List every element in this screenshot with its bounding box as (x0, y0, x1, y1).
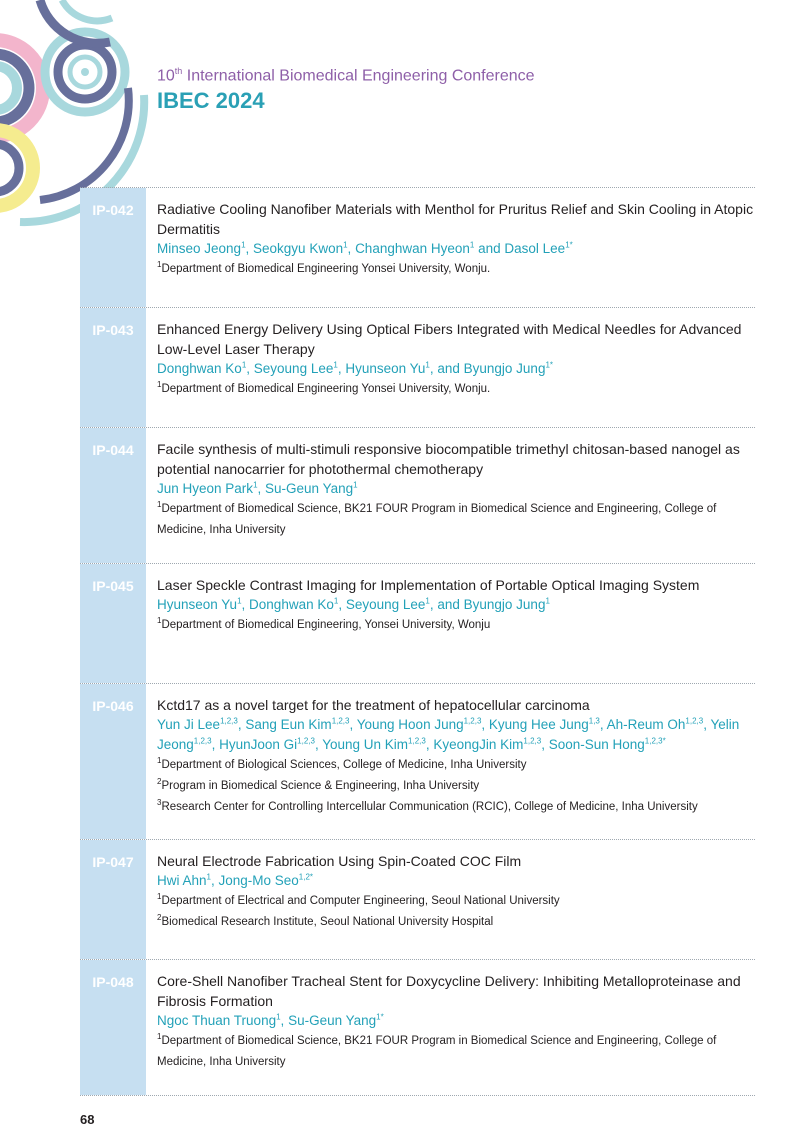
author-list (157, 359, 755, 379)
affiliation-text: Biomedical Research Institute, Seoul National University Hospital (161, 916, 494, 928)
author-name: Minseo Jeong (157, 241, 242, 256)
affiliation (157, 891, 755, 912)
author-name: Donghwan Ko (157, 361, 242, 376)
author-affiliation-mark: 1,2,3 (193, 736, 212, 746)
abstract-title: Kctd17 as a novel target for the treatment of hepatocellular carcinoma (157, 697, 590, 713)
author-affiliation-mark: 1,2,3* (644, 736, 666, 746)
author-separator: , (237, 717, 246, 732)
author-name: Soon-Sun Hong (548, 737, 645, 752)
author-affiliation-mark: 1 (333, 596, 339, 606)
affiliation-mark: 1 (157, 500, 162, 510)
author-separator: , (245, 241, 254, 256)
affiliation-mark: 1 (157, 260, 162, 270)
author-name: KyeongJin Kim (433, 737, 524, 752)
author-separator: , (280, 1013, 289, 1028)
abstract-title: Facile synthesis of multi-stimuli responsive biocompatible trimethyl chitosan-based nanogel as potential nanocarrier for photothermal chemotherapy (157, 441, 740, 477)
author-affiliation-mark: 1 (253, 480, 258, 490)
affiliation-mark: 1 (157, 380, 162, 390)
author-name: Seyoung Lee (253, 361, 334, 376)
conference-title (157, 66, 535, 85)
conference-name: International Biomedical Engineering Conference (186, 67, 535, 85)
author-name: Jong-Mo Seo (218, 873, 299, 888)
abstract-entry (80, 187, 755, 307)
author-separator: and (474, 241, 505, 256)
abstract-body (146, 684, 755, 839)
author-affiliation-mark: 1,2* (298, 872, 314, 882)
author-list (157, 1011, 755, 1031)
author-name: Donghwan Ko (249, 597, 334, 612)
author-separator: , and (429, 361, 464, 376)
author-affiliation-mark: 1,2,3 (297, 736, 315, 746)
abstract-body (146, 840, 755, 959)
abstract-title: Radiative Cooling Nanofiber Materials with Menthol for Pruritus Relief and Skin Cooling in Atopic Dermatitis (157, 201, 754, 237)
abstract-body (146, 308, 755, 427)
affiliation-mark: 1 (157, 756, 162, 766)
affiliation-text: Department of Electrical and Computer Engineering, Seoul National University (161, 895, 560, 907)
author-name: Changhwan Hyeon (355, 241, 470, 256)
abstract-code: IP-044 (80, 428, 146, 563)
author-affiliation-mark: 1,2,3 (331, 716, 350, 726)
author-name: Dasol Lee (504, 241, 566, 256)
author-name: Yun Ji Lee (157, 717, 221, 732)
author-affiliation-mark: 1 (333, 360, 338, 370)
author-separator: , (481, 717, 489, 732)
abstract-title: Neural Electrode Fabrication Using Spin-Coated COC Film (157, 853, 522, 869)
abstract-entry (80, 683, 755, 839)
author-separator: , (314, 737, 323, 752)
affiliation (157, 1031, 755, 1073)
author-affiliation-mark: 1 (206, 872, 211, 882)
author-list (157, 239, 755, 259)
abstract-title: Core-Shell Nanofiber Tracheal Stent for Doxycycline Delivery: Inhibiting Metalloproteinase and Fibrosis Formation (157, 973, 741, 1009)
author-separator: , (241, 597, 250, 612)
author-affiliation-mark: 1 (425, 360, 430, 370)
abstract-title: Laser Speckle Contrast Imaging for Implementation of Portable Optical Imaging System (157, 577, 700, 593)
author-separator: , (541, 737, 549, 752)
author-affiliation-mark: 1,2,3 (463, 716, 482, 726)
author-affiliation-mark: 1* (565, 240, 573, 250)
author-list (157, 479, 755, 499)
page-number: 68 (80, 1112, 95, 1127)
author-affiliation-mark: 1,3 (588, 716, 600, 726)
author-list (157, 871, 755, 891)
abstract-title: Enhanced Energy Delivery Using Optical Fibers Integrated with Medical Needles for Advanced Low-Level Laser Therapy (157, 321, 742, 357)
affiliation-text: Department of Biomedical Science, BK21 FOUR Program in Biomedical Science and Engineering, College of Medicine, Inha University (157, 1035, 717, 1068)
author-list (157, 715, 755, 755)
author-name: Young Hoon Jung (356, 717, 464, 732)
author-separator: , (599, 717, 607, 732)
affiliation (157, 776, 755, 797)
affiliation (157, 499, 755, 541)
abstract-entry (80, 563, 755, 683)
abstract-entry (80, 839, 755, 959)
abstract-code: IP-047 (80, 840, 146, 959)
author-name: Ngoc Thuan Truong (157, 1013, 277, 1028)
ordinal-suffix: th (174, 66, 183, 76)
author-name: Byungjo Jung (463, 597, 546, 612)
conference-ordinal: 10 (157, 67, 175, 85)
author-affiliation-mark: 1,2,3 (220, 716, 238, 726)
affiliation (157, 379, 755, 400)
affiliation (157, 797, 755, 818)
author-affiliation-mark: 1,2,3 (685, 716, 704, 726)
author-separator: , (210, 873, 219, 888)
affiliation-text: Department of Biomedical Engineering Yonsei University, Wonju. (161, 263, 491, 275)
abstract-body (146, 188, 755, 307)
author-affiliation-mark: 1* (376, 1012, 384, 1022)
author-affiliation-mark: 1 (276, 1012, 281, 1022)
affiliation (157, 615, 755, 636)
abstract-code: IP-046 (80, 684, 146, 839)
author-name: Su-Geun Yang (288, 1013, 377, 1028)
abstract-body (146, 564, 755, 683)
author-name: Byungjo Jung (463, 361, 546, 376)
author-affiliation-mark: 1 (241, 360, 247, 370)
author-list (157, 595, 755, 615)
author-separator: , (337, 361, 346, 376)
affiliation-text: Department of Biomedical Engineering, Yonsei University, Wonju (161, 619, 491, 631)
affiliation (157, 912, 755, 933)
author-affiliation-mark: 1 (469, 240, 475, 250)
affiliation-text: Research Center for Controlling Intercellular Communication (RCIC), College of Medicine, Inha University (161, 801, 698, 813)
conference-short-name: IBEC 2024 (157, 88, 265, 113)
abstract-code: IP-045 (80, 564, 146, 683)
author-name: Yelin Jeong (157, 717, 740, 752)
affiliation-text: Department of Biomedical Engineering Yonsei University, Wonju. (161, 383, 491, 395)
author-separator: , and (429, 597, 464, 612)
abstract-code: IP-048 (80, 960, 146, 1095)
author-affiliation-mark: 1,2,3 (408, 736, 426, 746)
author-separator: , (211, 737, 220, 752)
author-name: Seyoung Lee (345, 597, 426, 612)
author-name: Hyunseon Yu (157, 597, 238, 612)
author-affiliation-mark: 1 (353, 480, 358, 490)
abstract-list (80, 187, 755, 1096)
author-name: Seokgyu Kwon (253, 241, 344, 256)
author-affiliation-mark: 1 (343, 240, 348, 250)
author-separator: , (425, 737, 434, 752)
author-name: Ah-Reum Oh (606, 717, 686, 732)
affiliation-text: Department of Biological Sciences, College of Medicine, Inha University (161, 759, 527, 771)
author-name: Hyunseon Yu (345, 361, 426, 376)
author-name: Kyung Hee Jung (488, 717, 589, 732)
author-separator: , (257, 481, 266, 496)
author-separator: , (347, 241, 356, 256)
author-name: HyunJoon Gi (219, 737, 298, 752)
author-name: Su-Geun Yang (265, 481, 354, 496)
abstract-code: IP-043 (80, 308, 146, 427)
affiliation-mark: 1 (157, 892, 162, 902)
affiliation (157, 259, 755, 280)
author-separator: , (349, 717, 357, 732)
author-affiliation-mark: 1,2,3 (523, 736, 542, 746)
author-affiliation-mark: 1* (545, 360, 554, 370)
author-separator: , (246, 361, 254, 376)
abstract-body (146, 428, 755, 563)
author-name: Hwi Ahn (157, 873, 207, 888)
affiliation-text: Program in Biomedical Science & Engineering, Inha University (161, 780, 480, 792)
abstract-entry (80, 307, 755, 427)
abstract-entry (80, 427, 755, 563)
author-separator: , (703, 717, 711, 732)
author-name: Jun Hyeon Park (157, 481, 254, 496)
affiliation-mark: 1 (157, 1032, 162, 1042)
author-separator: , (338, 597, 346, 612)
affiliation-mark: 3 (157, 798, 162, 808)
affiliation-mark: 2 (157, 777, 162, 787)
author-name: Sang Eun Kim (245, 717, 332, 732)
affiliation-mark: 1 (157, 616, 162, 626)
author-name: Young Un Kim (322, 737, 409, 752)
abstract-body (146, 960, 755, 1095)
affiliation-text: Department of Biomedical Science, BK21 FOUR Program in Biomedical Science and Engineering, College of Medicine, Inha University (157, 503, 717, 536)
author-affiliation-mark: 1 (241, 240, 246, 250)
affiliation-mark: 2 (157, 913, 162, 923)
author-affiliation-mark: 1 (237, 596, 242, 606)
abstract-entry (80, 959, 755, 1096)
author-affiliation-mark: 1 (545, 596, 550, 606)
author-affiliation-mark: 1 (425, 596, 430, 606)
affiliation (157, 755, 755, 776)
abstract-code: IP-042 (80, 188, 146, 307)
